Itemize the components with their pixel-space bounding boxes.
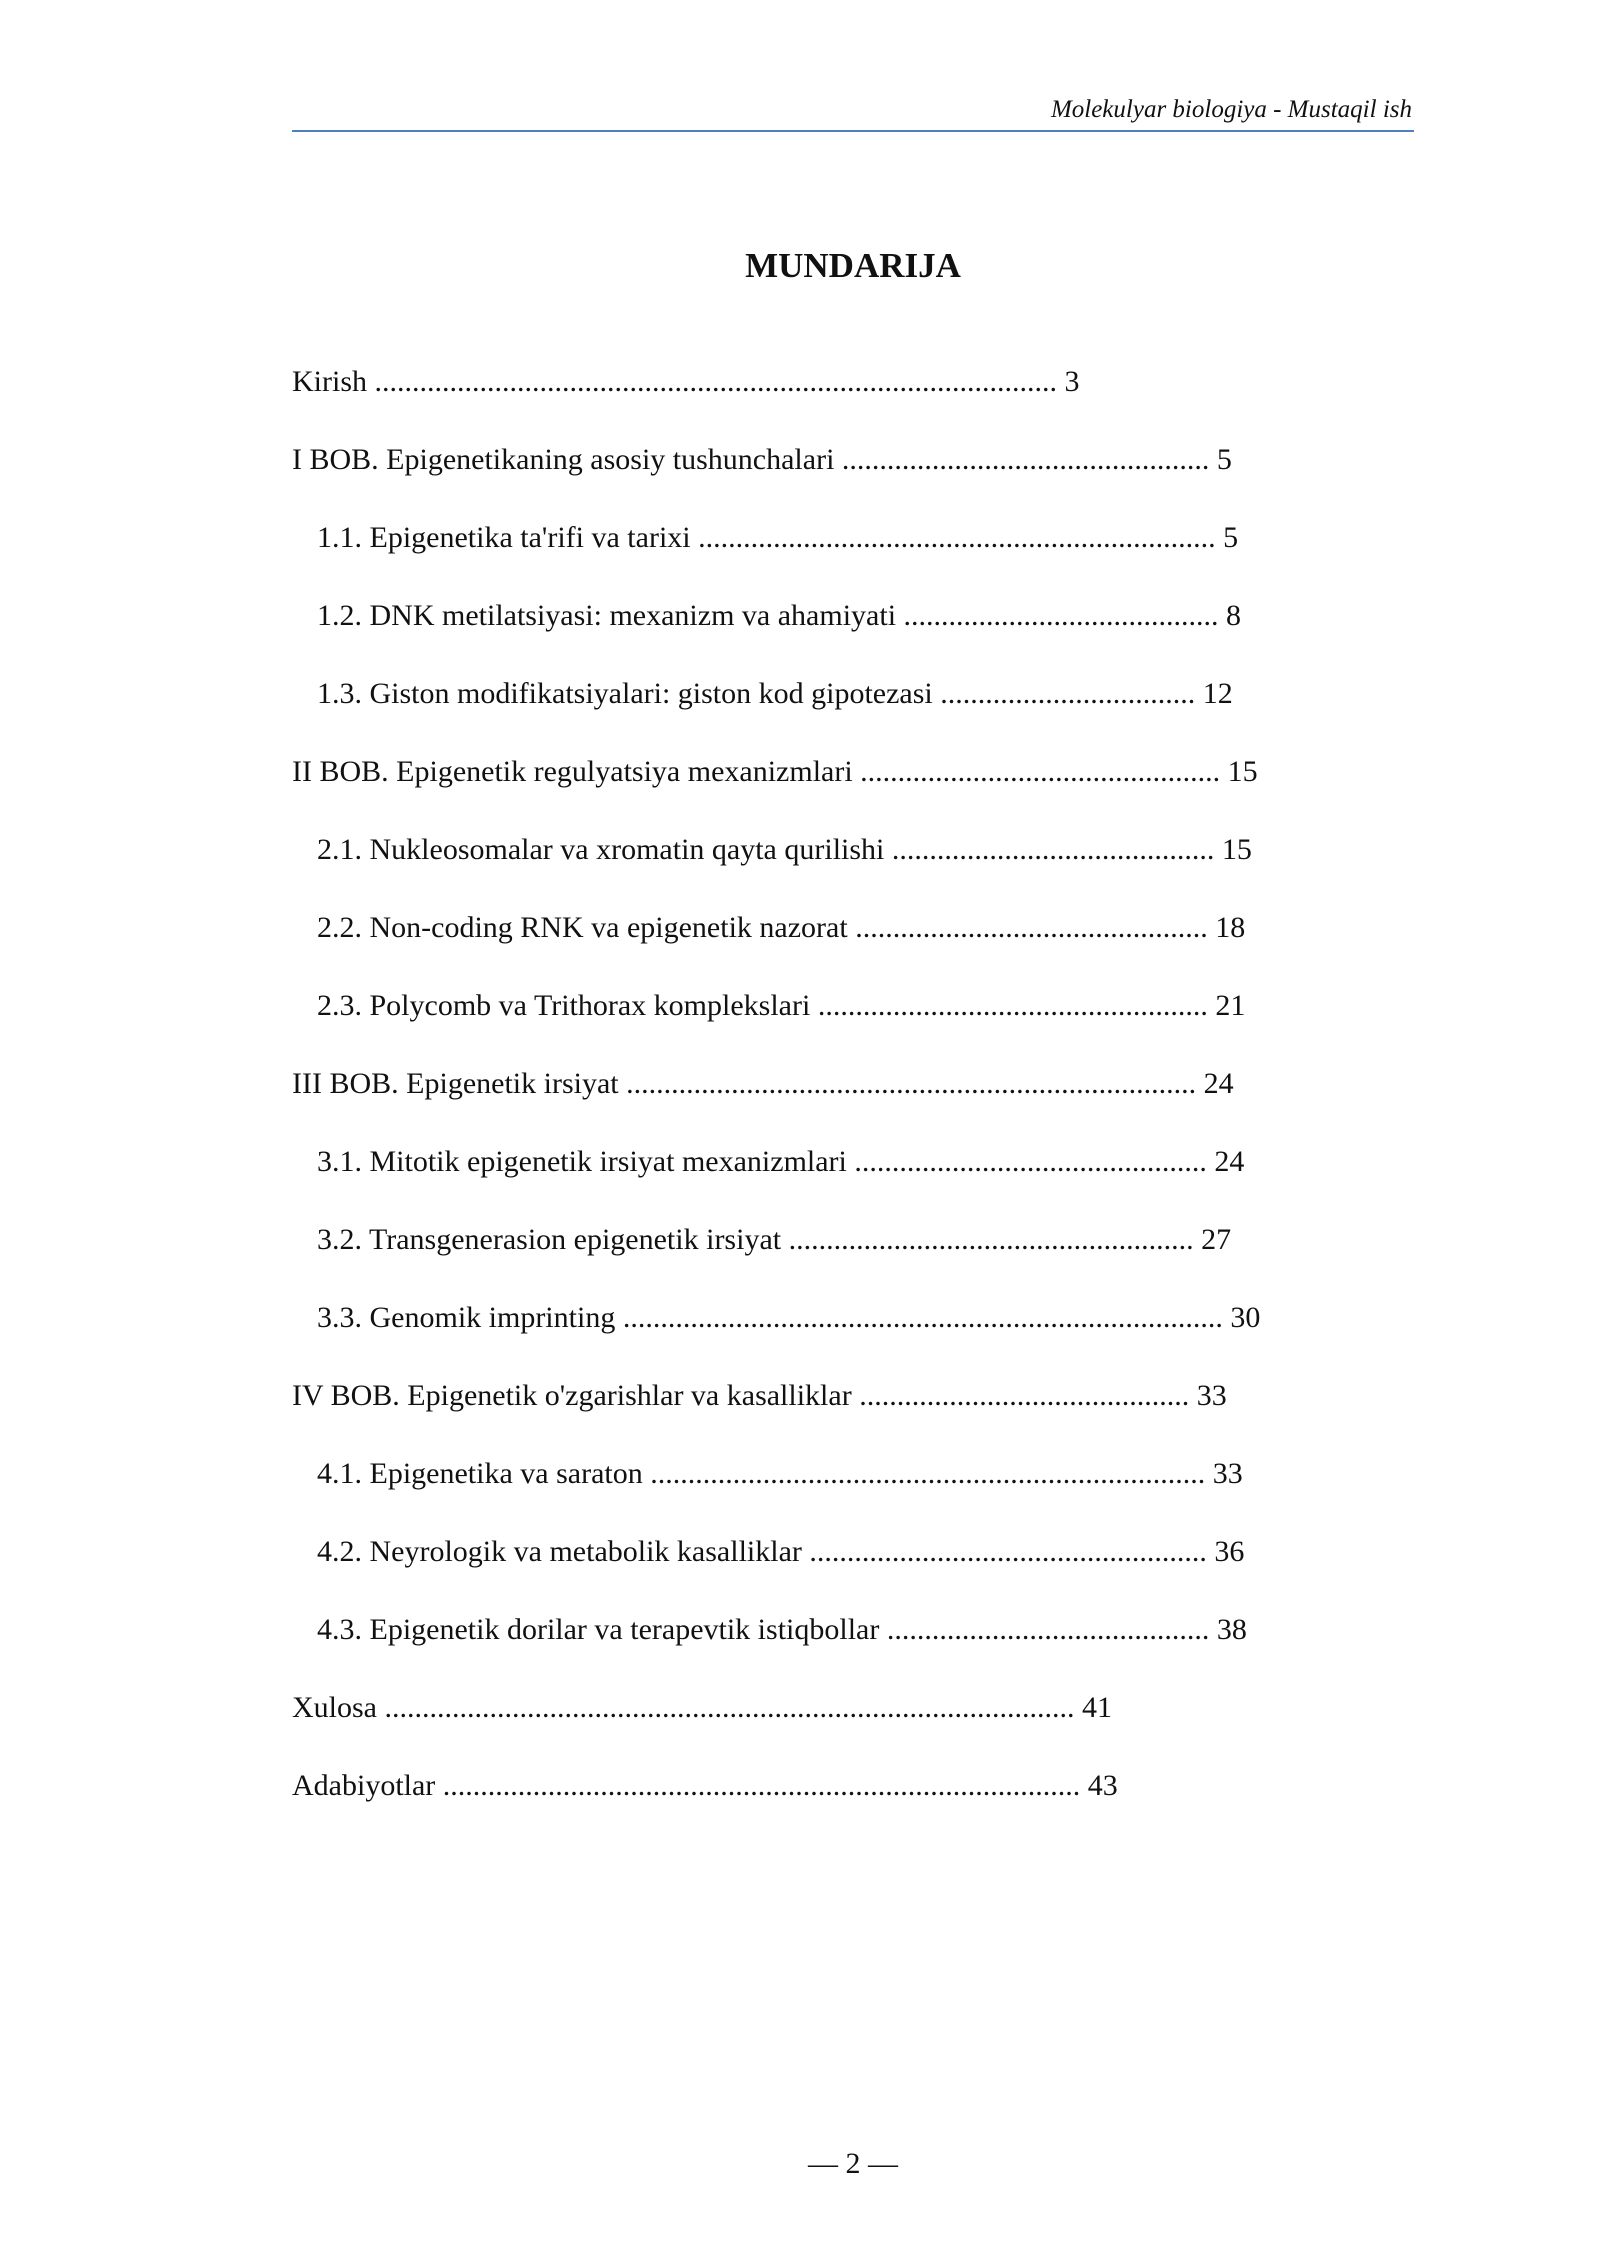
toc-entry-3-3[interactable] [317, 1296, 1260, 1340]
toc-page: 18 [1215, 911, 1246, 944]
toc-page: 41 [1082, 1691, 1112, 1724]
toc-label: II BOB. Epigenetik regulyatsiya mexanizmlari [292, 755, 853, 788]
toc-label: 2.3. Polycomb va Trithorax komplekslari [317, 989, 811, 1022]
toc-label: Adabiyotlar [292, 1769, 436, 1802]
toc-label: 3.2. Transgenerasion epigenetik irsiyat [317, 1223, 782, 1256]
toc-leader: .................................................... [817, 989, 1208, 1022]
toc-page: 8 [1226, 599, 1242, 632]
toc-leader: ................................................. [841, 443, 1210, 476]
toc-label: 3.1. Mitotik epigenetik irsiyat mexanizmlari [317, 1145, 847, 1178]
toc-entry-1-2[interactable] [317, 594, 1241, 638]
toc-leader: ........................................................................................... [374, 365, 1057, 398]
toc-page: 21 [1215, 989, 1246, 1022]
toc-entry-3-2[interactable] [317, 1218, 1231, 1262]
toc-page: 12 [1202, 677, 1233, 710]
toc-label: 1.1. Epigenetika ta'rifi va tarixi [317, 521, 691, 554]
toc-entry-2-2[interactable] [317, 906, 1245, 950]
toc-leader: .......................................................................... [650, 1457, 1206, 1490]
toc-label: 4.2. Neyrologik va metabolik kasalliklar [317, 1535, 802, 1568]
toc-leader: ...................................................... [788, 1223, 1194, 1256]
toc-label: 3.3. Genomik imprinting [317, 1301, 616, 1334]
toc-page: 27 [1201, 1223, 1232, 1256]
toc-page: 38 [1216, 1613, 1247, 1646]
toc-leader: ........................................... [891, 833, 1215, 866]
toc-page: 36 [1214, 1535, 1245, 1568]
toc-label: 4.3. Epigenetik dorilar va terapevtik istiqbollar [317, 1613, 880, 1646]
page-title: MUNDARIJA [745, 246, 961, 285]
toc-page: 3 [1064, 365, 1080, 398]
toc-leader: ..................................................... [809, 1535, 1207, 1568]
toc-leader: ................................................ [860, 755, 1221, 788]
toc-leader: ............................................... [854, 1145, 1207, 1178]
toc-label: Xulosa [292, 1691, 377, 1724]
toc-leader: ............................................... [855, 911, 1208, 944]
toc-label: 1.2. DNK metilatsiyasi: mexanizm va ahamiyati [317, 599, 897, 632]
toc-leader: .................................. [940, 677, 1196, 710]
toc-entry-4-3[interactable] [317, 1608, 1247, 1652]
toc-page: 30 [1230, 1301, 1261, 1334]
toc-leader: ..................................................................................... [442, 1769, 1081, 1802]
toc-label: 4.1. Epigenetika va saraton [317, 1457, 643, 1490]
toc-leader: ................................................................................ [622, 1301, 1223, 1334]
toc-entry-chapter-4[interactable] [292, 1374, 1227, 1418]
toc-entry-kirish[interactable] [292, 360, 1080, 404]
toc-page: 33 [1212, 1457, 1243, 1490]
toc-entry-1-3[interactable] [317, 672, 1233, 716]
toc-leader: ..................................................................... [698, 521, 1216, 554]
toc-leader: .......................................... [903, 599, 1219, 632]
toc-entry-adabiyotlar[interactable] [292, 1764, 1118, 1808]
toc-page: 43 [1087, 1769, 1118, 1802]
toc-label: I BOB. Epigenetikaning asosiy tushunchalari [292, 443, 835, 476]
toc-entry-2-1[interactable] [317, 828, 1252, 872]
header-title: Molekulyar biologiya - Mustaqil ish [1050, 96, 1412, 123]
toc-label: 1.3. Giston modifikatsiyalari: giston kod gipotezasi [317, 677, 933, 710]
toc-entry-chapter-1[interactable] [292, 438, 1232, 482]
toc-entry-1-1[interactable] [317, 516, 1238, 560]
toc-leader: ............................................................................................ [384, 1691, 1075, 1724]
toc-page: 24 [1214, 1145, 1245, 1178]
page-number: — 2 — [808, 2147, 898, 2180]
toc-leader: ............................................................................ [626, 1067, 1197, 1100]
toc-entry-xulosa[interactable] [292, 1686, 1112, 1730]
page-header [292, 94, 1414, 132]
toc-page: 15 [1221, 833, 1252, 866]
toc-leader: ........................................... [886, 1613, 1210, 1646]
toc-page: 5 [1223, 521, 1239, 554]
toc-page: 33 [1196, 1379, 1227, 1412]
toc-page: 15 [1227, 755, 1258, 788]
toc-entry-2-3[interactable] [317, 984, 1245, 1028]
toc-entry-3-1[interactable] [317, 1140, 1244, 1184]
toc-page: 5 [1216, 443, 1232, 476]
toc-entry-4-2[interactable] [317, 1530, 1244, 1574]
toc-entry-chapter-2[interactable] [292, 750, 1258, 794]
toc-label: 2.1. Nukleosomalar va xromatin qayta qurilishi [317, 833, 885, 866]
toc-label: Kirish [292, 365, 367, 398]
toc-entry-4-1[interactable] [317, 1452, 1243, 1496]
toc-label: IV BOB. Epigenetik o'zgarishlar va kasalliklar [292, 1379, 852, 1412]
toc-entry-chapter-3[interactable] [292, 1062, 1234, 1106]
toc-page: 24 [1203, 1067, 1234, 1100]
toc-label: III BOB. Epigenetik irsiyat [292, 1067, 619, 1100]
toc-leader: ............................................ [859, 1379, 1190, 1412]
toc-label: 2.2. Non-coding RNK va epigenetik nazorat [317, 911, 848, 944]
